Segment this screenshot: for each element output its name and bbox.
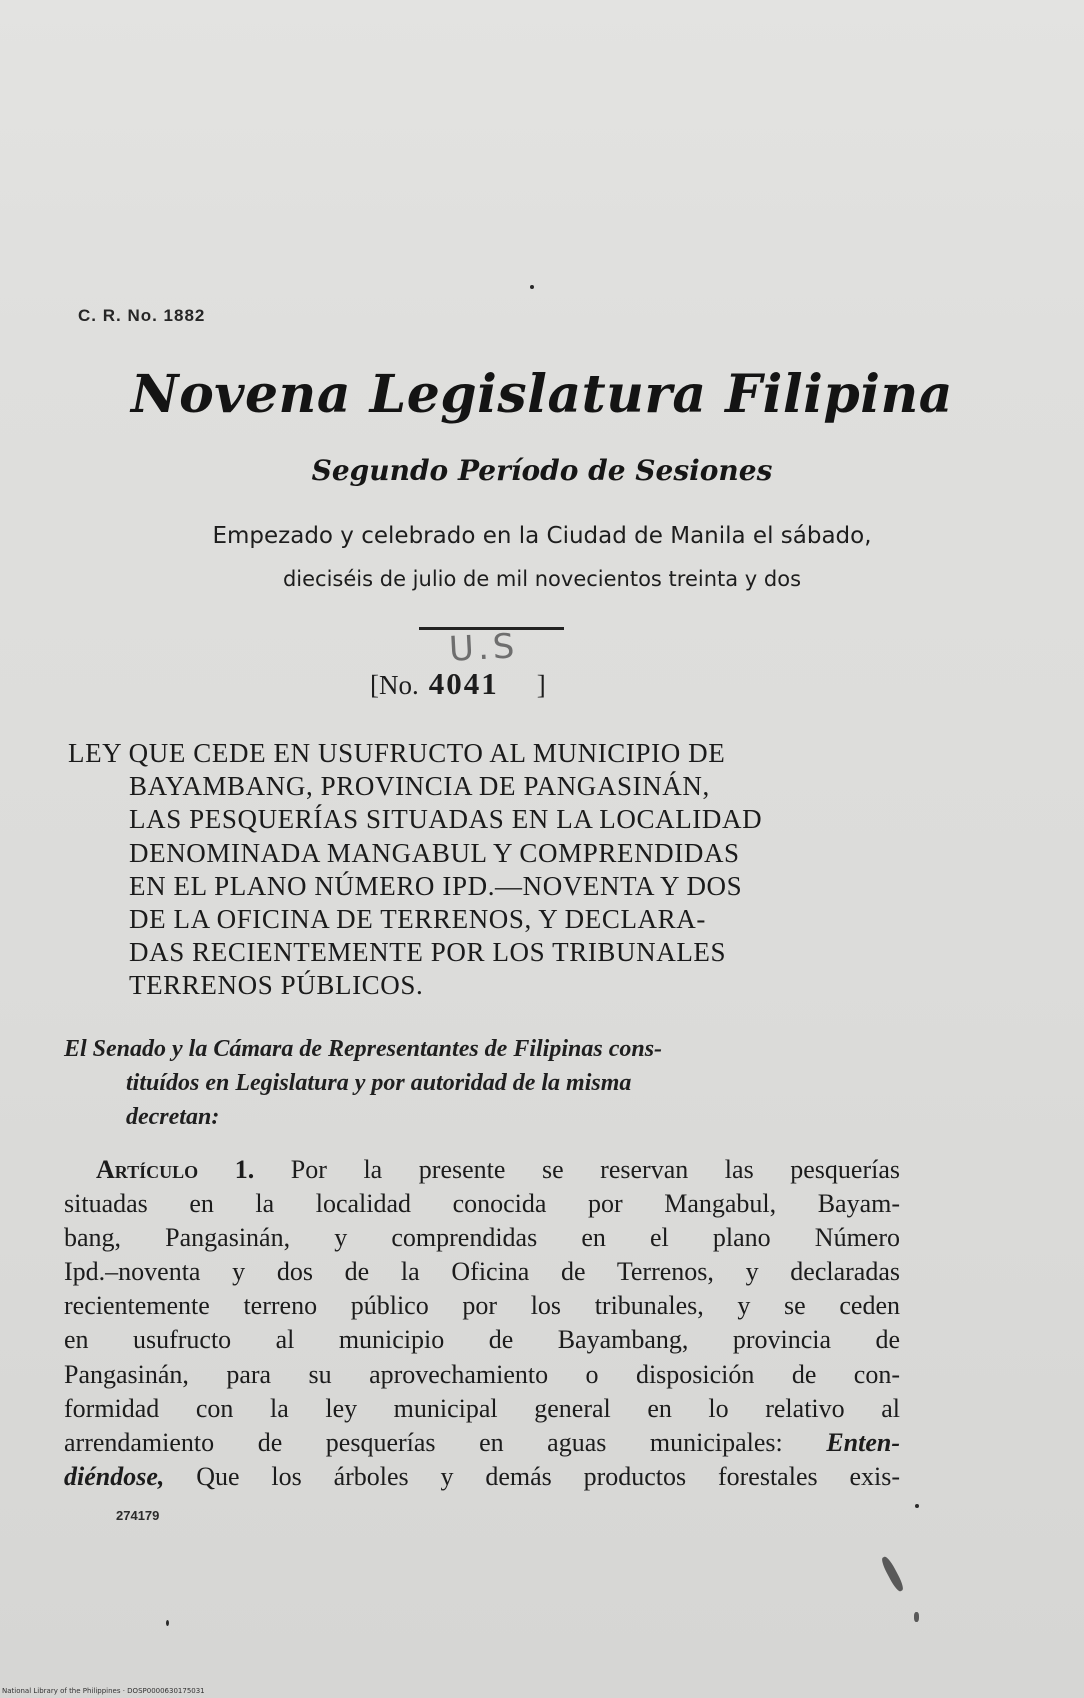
convened-line-1: Empezado y celebrado en la Ciudad de Manila el sábado,	[212, 523, 872, 549]
convened-line-2: dieciséis de julio de mil novecientos treinta y dos	[282, 567, 802, 591]
article-line: Pangasinán, para su aprovechamiento o disposición de con-	[64, 1359, 900, 1389]
cr-number: C. R. No. 1882	[78, 306, 206, 325]
act-title-line: EN EL PLANO NÚMERO IPD.—NOVENTA Y DOS	[129, 870, 743, 901]
article-line: Ipd.–noventa y dos de la Oficina de Terrenos, y declaradas	[64, 1257, 900, 1287]
article-line: formidad con la ley municipal general en lo relativo al	[64, 1393, 900, 1423]
act-title-line: LEY QUE CEDE EN USUFRUCTO AL MUNICIPIO DE	[68, 738, 726, 768]
act-title-line: TERRENOS PÚBLICOS.	[129, 970, 424, 1001]
article-line-text: arrendamiento de pesquerías en aguas municipales:	[64, 1427, 783, 1457]
act-title	[68, 737, 908, 1003]
act-title-line: DE LA OFICINA DE TERRENOS, Y DECLARA-	[129, 904, 706, 935]
article-line: situadas en la localidad conocida por Mangabul, Bayam-	[64, 1189, 900, 1219]
article-line	[64, 1460, 900, 1494]
article-heading: Artículo 1.	[96, 1155, 255, 1184]
act-number: 4041	[428, 666, 499, 701]
act-title-line: LAS PESQUERÍAS SITUADAS EN LA LOCALIDAD	[129, 804, 763, 835]
article-italic-proviso: Enten-	[826, 1427, 900, 1457]
article-line: bang, Pangasinán, y comprendidas en el plano Número	[64, 1223, 900, 1253]
article-line	[64, 1426, 900, 1460]
act-title-line: BAYAMBANG, PROVINCIA DE PANGASINÁN,	[129, 771, 710, 802]
enacting-clause	[64, 1032, 904, 1134]
scan-smudge	[880, 1555, 906, 1593]
article-1	[64, 1153, 900, 1494]
act-title-line: DAS RECIENTEMENTE POR LOS TRIBUNALES	[129, 937, 727, 968]
article-line: en usufructo al municipio de Bayambang, provincia de	[64, 1325, 900, 1355]
act-title-line: DENOMINADA MANGABUL Y COMPRENDIDAS	[129, 837, 740, 868]
enacting-clause-line: decretan:	[126, 1104, 220, 1130]
act-number-line	[370, 666, 546, 702]
scan-speck	[166, 1620, 169, 1626]
act-number-suffix: ]	[536, 670, 546, 700]
article-line: recientemente terreno público por los tribunales, y se ceden	[64, 1291, 900, 1321]
scan-speck	[530, 285, 534, 289]
scan-speck	[915, 1504, 919, 1508]
handwritten-annotation: U.S	[448, 626, 520, 670]
legislature-title: Novena Legislatura Filipina	[131, 364, 953, 425]
session-title: Segundo Período de Sesiones	[311, 454, 773, 487]
article-line-text: Por la presente se reservan las pesquerías	[290, 1155, 900, 1184]
article-line	[64, 1153, 900, 1187]
enacting-clause-line: tituídos en Legislatura y por autoridad de la misma	[126, 1070, 632, 1096]
scan-smudge	[914, 1612, 919, 1622]
print-code: 274179	[116, 1508, 160, 1523]
act-number-prefix: [No.	[370, 670, 419, 700]
article-line-text: Que los árboles y demás productos forestales exis-	[196, 1461, 900, 1491]
article-italic-proviso: diéndose,	[64, 1461, 165, 1491]
enacting-clause-line: El Senado y la Cámara de Representantes de Filipinas cons-	[64, 1036, 663, 1062]
footer-credit: National Library of the Philippines · DOSP0000630175031	[2, 1687, 205, 1695]
